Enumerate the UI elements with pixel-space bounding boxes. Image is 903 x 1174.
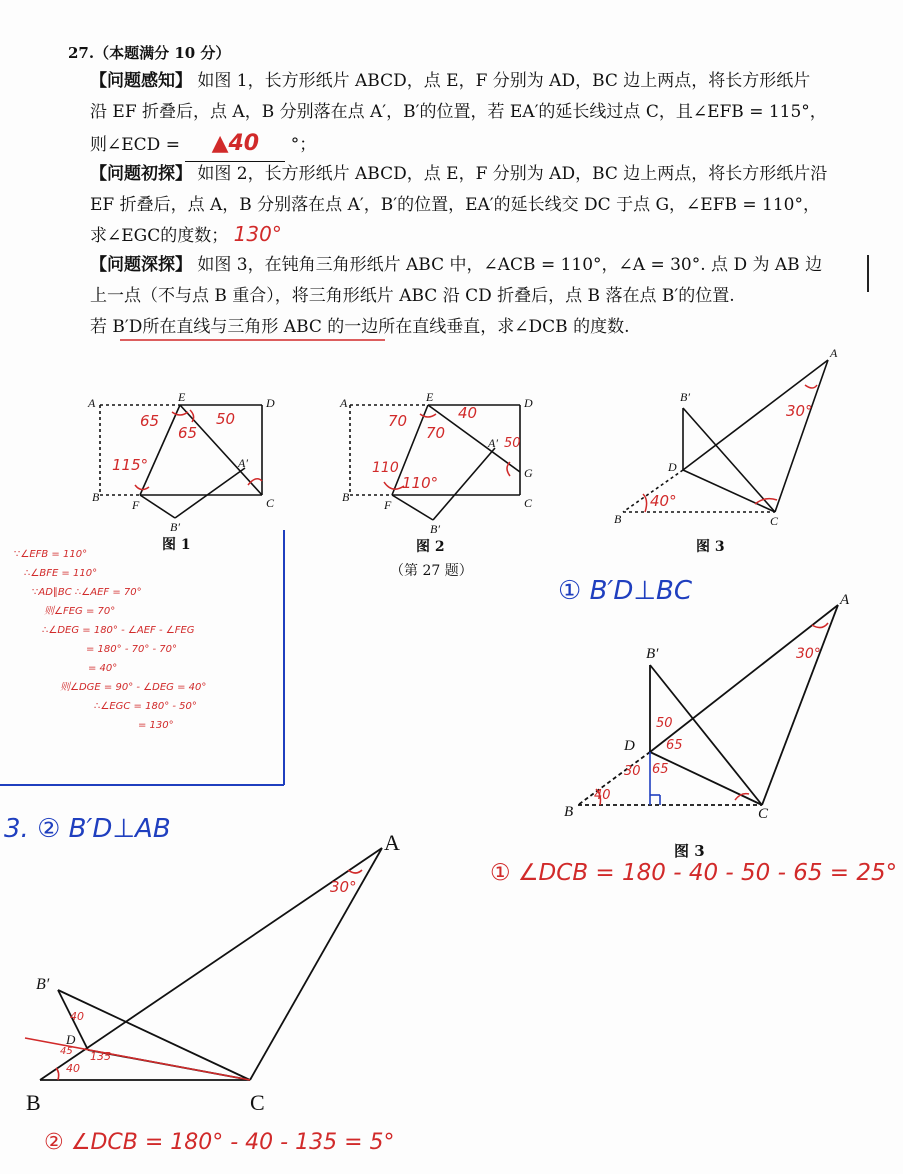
- fig1-mark-65b: 65: [178, 424, 198, 442]
- fig3-caption: 图 3: [696, 539, 725, 555]
- large-fig3-caption: 图 3: [674, 842, 705, 860]
- solution-step: = 180° - 70° - 70°: [86, 644, 178, 655]
- part2-title: 【问题初探】: [90, 164, 192, 184]
- solution-step: = 130°: [138, 720, 174, 731]
- fig2-label-a1: A′: [488, 436, 498, 450]
- fig1-caption: 图 1: [162, 537, 191, 553]
- fig3-label-c: C: [770, 514, 779, 528]
- large-label-b: B: [564, 804, 574, 820]
- large-mark-30deg: 30°: [796, 646, 821, 662]
- solution-step: ∵∠EFB = 110°: [14, 549, 88, 560]
- solution-step: ∴∠EGC = 180° - 50°: [94, 701, 197, 712]
- part2-text1: 如图 2，长方形纸片 ABCD，点 E，F 分别为 AD，BC 边上两点，将长方形纸片沿: [197, 164, 828, 184]
- part3-text3: 若 B′D所在直线与三角形 ABC 的一边所在直线垂直，求∠DCB 的度数.: [90, 317, 630, 337]
- fig2-mark-40: 40: [458, 404, 478, 422]
- fig2-label-f: F: [384, 498, 392, 512]
- large-label-d: D: [624, 738, 635, 754]
- large-mark-65b: 65: [652, 762, 669, 777]
- fig3-label-b1: B′: [680, 390, 690, 404]
- case1-result: ① ∠DCB = 180 - 40 - 50 - 65 = 25°: [490, 860, 898, 886]
- fig3-mark-40: 40°: [650, 492, 677, 510]
- fig3-label-a: A: [830, 346, 838, 360]
- fig1-label-b1: B′: [170, 520, 180, 534]
- part1-title: 【问题感知】: [90, 71, 192, 91]
- fig1-label-f: F: [132, 498, 140, 512]
- part1-suffix: °；: [290, 135, 317, 155]
- solution-step: ∵AD∥BC ∴∠AEF = 70°: [32, 587, 142, 598]
- fig1-label-d: D: [266, 396, 275, 410]
- fig2-mark-110: 110: [372, 460, 399, 476]
- fig3-label-d: D: [668, 460, 677, 474]
- solution-step: ∴∠BFE = 110°: [24, 568, 98, 579]
- large-mark-40: 40: [594, 788, 611, 803]
- large-label-b1: B′: [646, 646, 659, 662]
- part2-text3: 求∠EGC的度数；: [90, 226, 229, 246]
- solution-step: = 40°: [88, 663, 118, 674]
- fig2-mark-110deg: 110°: [402, 474, 439, 492]
- large-label-c: C: [758, 806, 769, 822]
- case2-label-c: C: [250, 1090, 265, 1115]
- solution-steps: [14, 545, 206, 735]
- case2-label-a: A: [384, 830, 400, 855]
- figure-3: [623, 360, 828, 512]
- fig3-label-b: B: [614, 512, 622, 526]
- fig1-label-b: B: [92, 490, 100, 504]
- case2-mark-40b: 40: [66, 1062, 80, 1075]
- case2-mark-45: 45: [60, 1046, 73, 1057]
- part3-text1: 如图 3，在钝角三角形纸片 ABC 中，∠ACB = 110°，∠A = 30°. 点 D 为 AB 边: [197, 255, 823, 275]
- large-label-a: A: [840, 592, 850, 608]
- fig1-label-a: A: [88, 396, 96, 410]
- fig2-mark-70a: 70: [388, 412, 408, 430]
- fig2-mark-70b: 70: [426, 424, 446, 442]
- part1-answer: ▲40: [211, 131, 260, 156]
- figure-3-large: [578, 605, 838, 805]
- fig3-mark-30: 30°: [786, 402, 813, 420]
- solution-step: 则∠FEG = 70°: [44, 606, 116, 617]
- fig1-mark-50: 50: [216, 410, 236, 428]
- fig1-label-a1: A′: [238, 456, 248, 470]
- part2-text2: EF 折叠后，点 A，B 分别落在点 A′，B′的位置，EA′的延长线交 DC 于点 G，∠EFB = 110°，: [90, 195, 820, 215]
- case2-mark-30: 30°: [330, 878, 357, 896]
- fig2-label-e: E: [426, 390, 434, 404]
- part1-text3: 则∠ECD =: [90, 135, 180, 155]
- fig1-mark-115: 115°: [112, 456, 149, 474]
- case2-mark-135: 135: [90, 1050, 111, 1063]
- case2-result: ② ∠DCB = 180° - 40 - 135 = 5°: [44, 1130, 395, 1155]
- part1-text1: 如图 1，长方形纸片 ABCD，点 E，F 分别为 AD，BC 边上两点，将长方形纸片: [197, 71, 811, 91]
- case1-heading: ① B′D⊥BC: [558, 576, 692, 606]
- fig2-label-b: B: [342, 490, 350, 504]
- problem-caption: （第 27 题）: [390, 563, 473, 579]
- fig2-label-b1: B′: [430, 522, 440, 536]
- fig1-label-e: E: [178, 390, 186, 404]
- fig2-caption: 图 2: [416, 539, 445, 555]
- large-mark-30: 30: [624, 764, 641, 779]
- case2-heading: 3. ② B′D⊥AB: [4, 814, 171, 844]
- part1-text2: 沿 EF 折叠后，点 A，B 分别落在点 A′，B′的位置，若 EA′的延长线过点 C，且∠EFB = 115°，: [90, 102, 827, 122]
- large-mark-65a: 65: [666, 738, 683, 753]
- fig2-mark-50: 50: [504, 436, 521, 451]
- fig1-label-c: C: [266, 496, 275, 510]
- part2-answer: 130°: [233, 222, 282, 246]
- fig2-label-d: D: [524, 396, 533, 410]
- case2-label-b1: B′: [36, 976, 50, 993]
- solution-step: ∴∠DEG = 180° - ∠AEF - ∠FEG: [42, 625, 195, 636]
- fig2-label-a: A: [340, 396, 348, 410]
- case2-label-d: D: [66, 1032, 76, 1047]
- case2-label-b: B: [26, 1090, 41, 1115]
- solution-step: 则∠DGE = 90° - ∠DEG = 40°: [60, 682, 207, 693]
- case2-mark-40a: 40: [70, 1010, 84, 1023]
- problem-number: 27.（本题满分 10 分）: [68, 44, 231, 62]
- fig2-label-c: C: [524, 496, 533, 510]
- large-mark-50: 50: [656, 716, 673, 731]
- part3-text2: 上一点（不与点 B 重合），将三角形纸片 ABC 沿 CD 折叠后，点 B 落在点 B′的位置.: [90, 286, 735, 306]
- fig1-mark-65a: 65: [140, 412, 160, 430]
- part3-title: 【问题深探】: [90, 255, 192, 275]
- fig2-label-g: G: [524, 466, 533, 480]
